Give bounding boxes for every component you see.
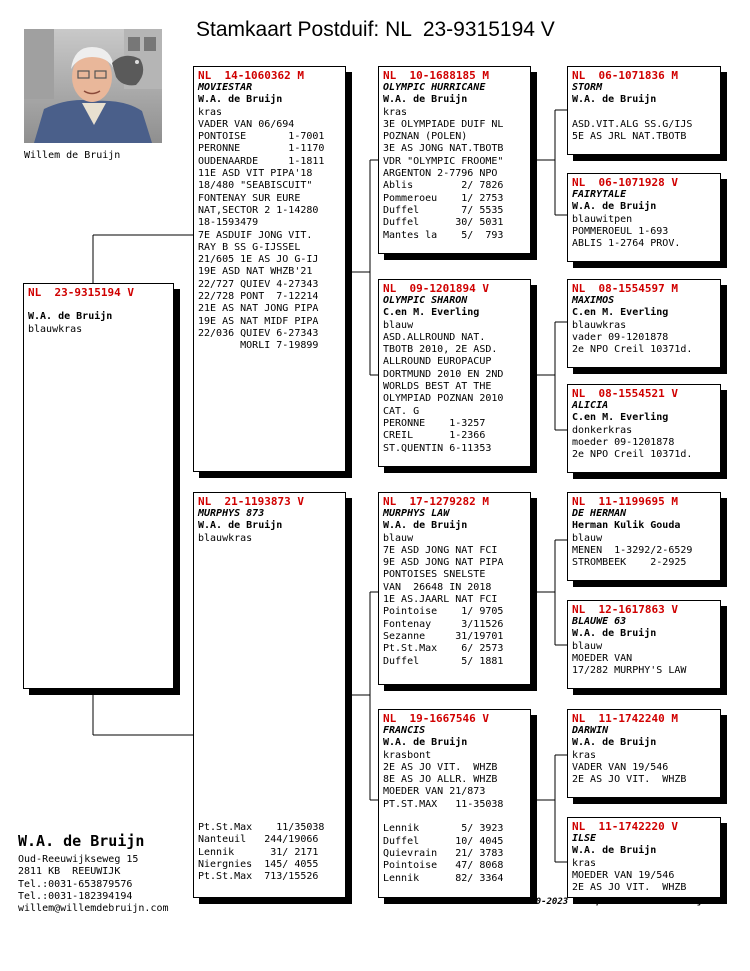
text-line: VAN 26648 IN 2018 — [383, 581, 492, 593]
text-line: Pt.St.Max 11/35038 — [198, 822, 325, 833]
text-line: 1E AS.JAARL NAT FCI — [383, 594, 498, 606]
dsd-name: BLAUWE 63 — [572, 616, 627, 627]
dd-lines — [383, 750, 526, 885]
text-line: OLYMPIAD POZNAN 2010 — [383, 393, 504, 405]
text-line: PERONNE 1-3257 — [383, 417, 486, 429]
text-line: Lennik 31/ 2171 — [198, 846, 319, 858]
text-line: kras — [383, 106, 408, 118]
sd-ring: NL 09-1201894 V — [383, 282, 489, 295]
owner-address-block — [18, 832, 169, 915]
subject-card — [23, 283, 174, 689]
sss-card — [567, 66, 721, 155]
sdd-ring: NL 08-1554521 V — [572, 387, 678, 400]
copyright-notice: Compuclub © W.A. de Bruijn — [582, 897, 708, 906]
text-line: NAT,SECTOR 2 1-14280 — [198, 204, 319, 216]
text-line: ALLROUND EUROPACUP — [383, 356, 492, 368]
text-line: Lennik 82/ 3364 — [383, 872, 504, 884]
dds-lines — [572, 750, 716, 787]
sire-lines — [198, 107, 341, 353]
sdd-card — [567, 384, 721, 473]
text-line: TBOTB 2010, 2E ASD. — [383, 344, 498, 356]
text-line: PT.ST.MAX 11-35038 — [383, 798, 504, 810]
text-line: willem@willemdebruijn.com — [18, 903, 169, 915]
text-line: blauwkras — [28, 323, 83, 335]
text-line: blauwkras — [198, 532, 253, 544]
text-line: Tel.:0031-653879576 — [18, 878, 133, 890]
dam-results — [198, 822, 324, 883]
sds-name: MAXIMOS — [572, 295, 615, 306]
text-line: 11E ASD VIT PIPA'18 — [198, 168, 313, 180]
dam-name: MURPHYS 873 — [198, 508, 265, 519]
text-line: 18/480 "SEABISCUIT" — [198, 180, 313, 192]
text-line: 22/036 QUIEV 6-27343 — [198, 327, 319, 339]
text-line: Lennik 5/ 3923 — [383, 823, 504, 835]
dsd-owner: W.A. de Bruijn — [572, 628, 657, 640]
sire-owner: W.A. de Bruijn — [198, 94, 283, 106]
dsd-ring: NL 12-1617863 V — [572, 603, 678, 616]
page-title: Stamkaart Postduif: NL 23-9315194 V — [196, 18, 555, 41]
text-line: VDR "OLYMPIC FROOME" — [383, 155, 504, 167]
sire-name: MOVIESTAR — [198, 82, 253, 93]
text-line: VADER VAN 19/546 — [572, 761, 669, 773]
text-line: ST.QUENTIN 6-11353 — [383, 442, 492, 454]
owner-address-lines — [18, 854, 169, 915]
ss-owner: W.A. de Bruijn — [383, 94, 468, 106]
text-line: 21E AS NAT JONG PIPA — [198, 303, 319, 315]
text-line: 2E AS JO VIT. WHZB — [572, 882, 687, 894]
text-line: 5E AS JRL NAT.TBOTB — [572, 131, 687, 143]
sds-owner: C.en M. Everling — [572, 307, 669, 319]
dsd-card — [567, 600, 721, 689]
text-line: kras — [572, 857, 597, 869]
subject-owner: W.A. de Bruijn — [28, 311, 113, 323]
subject-spacer — [28, 299, 169, 311]
text-line: 2e NPO Creil 10371d. — [572, 344, 693, 356]
text-line: PERONNE 1-1170 — [198, 143, 325, 155]
photo-caption: Willem de Bruijn — [24, 150, 121, 161]
text-line: 19E AS NAT MIDF PIPA — [198, 315, 319, 327]
text-line: ARGENTON 2-7796 NPO — [383, 168, 498, 180]
text-line: 3E OLYMPIADE DUIF NL — [383, 118, 504, 130]
text-line: donkerkras — [572, 424, 633, 436]
text-line: Duffel 10/ 4045 — [383, 835, 504, 847]
ddd-card — [567, 817, 721, 898]
text-line: MORLI 7-19899 — [198, 340, 319, 352]
ss-name: OLYMPIC HURRICANE — [383, 82, 486, 93]
text-line: POMMEROEUL 1-693 — [572, 225, 669, 237]
sd-owner: C.en M. Everling — [383, 307, 480, 319]
text-line: DORTMUND 2010 EN 2ND — [383, 368, 504, 380]
dss-name: DE HERMAN — [572, 508, 627, 519]
text-line: Pointoise 1/ 9705 — [383, 606, 504, 618]
dsd-lines — [572, 641, 716, 678]
text-line: VADER VAN 06/694 — [198, 118, 295, 130]
text-line: blauwkras — [572, 319, 627, 331]
text-line: STROMBEEK 2-2925 — [572, 557, 687, 569]
text-line: blauw — [383, 319, 414, 331]
text-line: Tel.:0031-182394194 — [18, 890, 133, 902]
ds-card — [378, 492, 531, 685]
ds-name: MURPHYS LAW — [383, 508, 450, 519]
sds-ring: NL 08-1554597 M — [572, 282, 678, 295]
text-line: blauw — [572, 532, 603, 544]
sire-ring: NL 14-1060362 M — [198, 69, 304, 82]
text-line: Fontenay 3/11526 — [383, 618, 504, 630]
text-line — [572, 107, 716, 119]
text-line: 22/727 QUIEV 4-27343 — [198, 278, 319, 290]
text-line: blauw — [383, 532, 414, 544]
sss-owner: W.A. de Bruijn — [572, 94, 657, 106]
ss-card — [378, 66, 531, 254]
text-line: 2E AS JO VIT. WHZB — [383, 761, 498, 773]
sss-lines — [572, 107, 716, 144]
text-line: MOEDER VAN 21/873 — [383, 786, 486, 798]
dd-ring: NL 19-1667546 V — [383, 712, 489, 725]
ddd-lines — [572, 858, 716, 895]
text-line: ASD.ALLROUND NAT. — [383, 331, 486, 343]
dam-owner: W.A. de Bruijn — [198, 520, 283, 532]
text-line: FONTENAY SUR EURE — [198, 192, 301, 204]
text-line: 22/728 PONT 7-12214 — [198, 291, 319, 303]
dam-ring: NL 21-1193873 V — [198, 495, 304, 508]
text-line: Duffel 5/ 1881 — [383, 655, 504, 667]
text-line: RAY B SS G-IJSSEL — [198, 241, 301, 253]
text-line: Nanteuil 244/19066 — [198, 834, 319, 846]
text-line: blauwitpen — [572, 213, 633, 225]
ss-lines — [383, 107, 526, 242]
text-line: 17/282 MURPHY'S LAW — [572, 665, 687, 677]
text-line: 19E ASD NAT WHZB'21 — [198, 266, 313, 278]
text-line: 7E ASD JONG NAT FCI — [383, 544, 498, 556]
subject-ring: NL 23-9315194 V — [28, 286, 134, 299]
text-line: 2E AS JO VIT. WHZB — [572, 774, 687, 786]
sds-card — [567, 279, 721, 368]
ddd-name: ILSE — [572, 833, 597, 844]
dds-owner: W.A. de Bruijn — [572, 737, 657, 749]
ss-ring: NL 10-1688185 M — [383, 69, 489, 82]
sss-name: STORM — [572, 82, 603, 93]
sdd-lines — [572, 425, 716, 462]
dds-ring: NL 11-1742240 M — [572, 712, 678, 725]
sdd-name: ALICIA — [572, 400, 609, 411]
text-line: CAT. G — [383, 405, 420, 417]
ddd-owner: W.A. de Bruijn — [572, 845, 657, 857]
dds-card — [567, 709, 721, 798]
text-line: MOEDER VAN 19/546 — [572, 869, 675, 881]
text-line: Pommeroeu 1/ 2753 — [383, 192, 504, 204]
text-line: Duffel 7/ 5535 — [383, 204, 504, 216]
text-line: MENEN 1-3292/2-6529 — [572, 544, 693, 556]
text-line: CREIL 1-2366 — [383, 430, 486, 442]
text-line: Duffel 30/ 5031 — [383, 217, 504, 229]
text-line: Ablis 2/ 7826 — [383, 180, 504, 192]
ssd-name: FAIRYTALE — [572, 189, 627, 200]
text-line: 7E ASDUIF JONG VIT. — [198, 229, 313, 241]
text-line: ABLIS 1-2764 PROV. — [572, 238, 681, 250]
dam-card — [193, 492, 346, 898]
sds-lines — [572, 320, 716, 357]
dam-lines — [198, 533, 341, 545]
ds-owner: W.A. de Bruijn — [383, 520, 468, 532]
text-line: kras — [572, 749, 597, 761]
text-line: 21/605 1E AS JO G-IJ — [198, 254, 319, 266]
text-line: 2811 KB REEUWIJK — [18, 866, 121, 878]
dss-lines — [572, 533, 716, 570]
text-line: vader 09-1201878 — [572, 331, 669, 343]
ds-lines — [383, 533, 526, 668]
text-line: 18-1593479 — [198, 217, 259, 229]
text-line: 3E AS JONG NAT.TBOTB — [383, 143, 504, 155]
ds-ring: NL 17-1279282 M — [383, 495, 489, 508]
text-line: krasbont — [383, 749, 432, 761]
text-line: PONTOISE 1-7001 — [198, 131, 325, 143]
dss-card — [567, 492, 721, 581]
text-line: Mantes la 5/ 793 — [383, 229, 504, 241]
text-line: blauw — [572, 640, 603, 652]
ssd-owner: W.A. de Bruijn — [572, 201, 657, 213]
text-line: Sezanne 31/19701 — [383, 630, 504, 642]
text-line: 8E AS JO ALLR. WHZB — [383, 774, 498, 786]
text-line: 9E ASD JONG NAT PIPA — [383, 557, 504, 569]
ddd-ring: NL 11-1742220 V — [572, 820, 678, 833]
text-line — [383, 811, 526, 823]
dd-owner: W.A. de Bruijn — [383, 737, 468, 749]
sd-lines — [383, 320, 526, 455]
dss-ring: NL 11-1199695 M — [572, 495, 678, 508]
sd-name: OLYMPIC SHARON — [383, 295, 468, 306]
sss-ring: NL 06-1071836 M — [572, 69, 678, 82]
text-line: Quievrain 21/ 3783 — [383, 847, 504, 859]
dds-name: DARWIN — [572, 725, 609, 736]
text-line: 2e NPO Creil 10371d. — [572, 449, 693, 461]
text-line: WORLDS BEST AT THE — [383, 381, 492, 393]
print-date: 29-10-2023 — [514, 897, 569, 907]
ssd-card — [567, 173, 721, 262]
ssd-lines — [572, 214, 716, 251]
text-line: PONTOISES SNELSTE — [383, 569, 486, 581]
text-line: Pt.St.Max 713/15526 — [198, 871, 319, 883]
owner-name: W.A. de Bruijn — [18, 832, 145, 850]
text-line: Oud-Reeuwijkseweg 15 — [18, 854, 139, 865]
dd-name: FRANCIS — [383, 725, 426, 736]
ssd-ring: NL 06-1071928 V — [572, 176, 678, 189]
subject-lines — [28, 324, 169, 336]
text-line: Pt.St.Max 6/ 2573 — [383, 643, 504, 655]
text-line: kras — [198, 106, 223, 118]
text-line: POZNAN (POLEN) — [383, 131, 468, 143]
sdd-owner: C.en M. Everling — [572, 412, 669, 424]
dss-owner: Herman Kulik Gouda — [572, 520, 681, 532]
text-line: moeder 09-1201878 — [572, 436, 675, 448]
sire-card — [193, 66, 346, 472]
text-line: Pointoise 47/ 8068 — [383, 860, 504, 872]
dd-card — [378, 709, 531, 898]
text-line: Niergnies 145/ 4055 — [198, 858, 319, 870]
text-line: ASD.VIT.ALG SS.G/IJS — [572, 118, 693, 130]
sd-card — [378, 279, 531, 467]
text-line: OUDENAARDE 1-1811 — [198, 155, 325, 167]
text-line: MOEDER VAN — [572, 652, 633, 664]
